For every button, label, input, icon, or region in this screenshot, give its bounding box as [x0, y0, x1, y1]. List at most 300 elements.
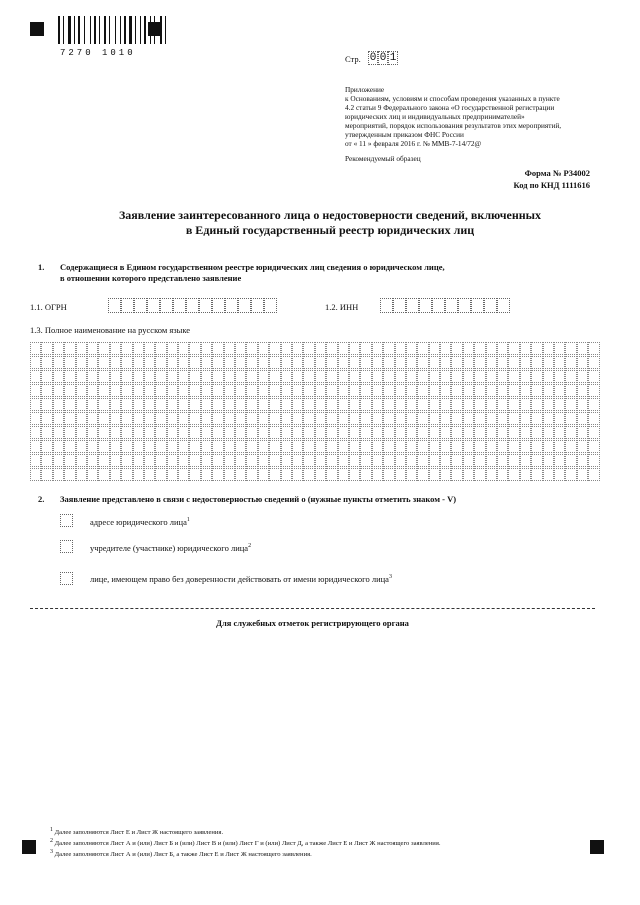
- fullname-cell[interactable]: [508, 370, 519, 383]
- fullname-cell[interactable]: [110, 454, 121, 467]
- fullname-cell[interactable]: [98, 454, 109, 467]
- fullname-cell[interactable]: [303, 468, 314, 481]
- fullname-cell[interactable]: [87, 426, 98, 439]
- fullname-cell[interactable]: [303, 398, 314, 411]
- fullname-cell[interactable]: [64, 468, 75, 481]
- fullname-cell[interactable]: [53, 370, 64, 383]
- fullname-cell[interactable]: [474, 342, 485, 355]
- fullname-cell[interactable]: [474, 468, 485, 481]
- fullname-cell[interactable]: [440, 398, 451, 411]
- fullname-cell[interactable]: [486, 398, 497, 411]
- fullname-cell[interactable]: [178, 342, 189, 355]
- fullname-cell[interactable]: [76, 412, 87, 425]
- fullname-cell[interactable]: [167, 384, 178, 397]
- fullname-cell[interactable]: [76, 356, 87, 369]
- fullname-cell[interactable]: [565, 468, 576, 481]
- fullname-cell[interactable]: [155, 370, 166, 383]
- fullname-cell[interactable]: [98, 356, 109, 369]
- fullname-cell[interactable]: [543, 356, 554, 369]
- fullname-cell[interactable]: [577, 398, 588, 411]
- fullname-cell[interactable]: [30, 440, 41, 453]
- fullname-cell[interactable]: [451, 426, 462, 439]
- fullname-cell[interactable]: [463, 440, 474, 453]
- fullname-cell[interactable]: [554, 342, 565, 355]
- fullname-cell[interactable]: [474, 426, 485, 439]
- fullname-cell[interactable]: [41, 384, 52, 397]
- fullname-cell[interactable]: [451, 398, 462, 411]
- fullname-cell[interactable]: [155, 412, 166, 425]
- fullname-cell[interactable]: [98, 412, 109, 425]
- fullname-cell[interactable]: [41, 440, 52, 453]
- fullname-cell[interactable]: [133, 412, 144, 425]
- fullname-cell[interactable]: [588, 342, 599, 355]
- fullname-cell[interactable]: [110, 426, 121, 439]
- fullname-cell[interactable]: [110, 342, 121, 355]
- fullname-cell[interactable]: [246, 398, 257, 411]
- fullname-cell[interactable]: [554, 440, 565, 453]
- fullname-cell[interactable]: [417, 468, 428, 481]
- fullname-cell[interactable]: [98, 384, 109, 397]
- fullname-cell[interactable]: [201, 412, 212, 425]
- fullname-cell[interactable]: [588, 398, 599, 411]
- fullname-cell[interactable]: [167, 356, 178, 369]
- fullname-cell[interactable]: [30, 384, 41, 397]
- fullname-cell[interactable]: [326, 468, 337, 481]
- fullname-cell[interactable]: [406, 426, 417, 439]
- ogrn-cell[interactable]: [108, 298, 121, 313]
- fullname-cell[interactable]: [53, 468, 64, 481]
- fullname-cell[interactable]: [383, 370, 394, 383]
- fullname-cell[interactable]: [486, 342, 497, 355]
- fullname-cell[interactable]: [258, 384, 269, 397]
- fullname-cell[interactable]: [281, 342, 292, 355]
- fullname-cell[interactable]: [565, 412, 576, 425]
- fullname-cell[interactable]: [41, 454, 52, 467]
- fullname-cell[interactable]: [144, 426, 155, 439]
- fullname-cell[interactable]: [531, 454, 542, 467]
- fullname-cell[interactable]: [429, 384, 440, 397]
- fullname-cell[interactable]: [292, 398, 303, 411]
- fullname-cell[interactable]: [486, 356, 497, 369]
- fullname-cell[interactable]: [189, 412, 200, 425]
- fullname-cell[interactable]: [326, 454, 337, 467]
- fullname-cell[interactable]: [224, 370, 235, 383]
- fullname-cell[interactable]: [520, 398, 531, 411]
- fullname-cell[interactable]: [520, 412, 531, 425]
- fullname-cell[interactable]: [303, 370, 314, 383]
- fullname-cell[interactable]: [224, 384, 235, 397]
- fullname-cell[interactable]: [588, 440, 599, 453]
- fullname-cell[interactable]: [133, 370, 144, 383]
- fullname-cell[interactable]: [543, 342, 554, 355]
- fullname-cell[interactable]: [486, 370, 497, 383]
- fullname-cell[interactable]: [64, 370, 75, 383]
- fullname-cell[interactable]: [30, 342, 41, 355]
- fullname-cell[interactable]: [554, 356, 565, 369]
- fullname-cell[interactable]: [395, 398, 406, 411]
- fullname-cell[interactable]: [406, 398, 417, 411]
- fullname-cell[interactable]: [258, 426, 269, 439]
- fullname-cell[interactable]: [41, 356, 52, 369]
- fullname-cell[interactable]: [326, 412, 337, 425]
- inn-cell[interactable]: [406, 298, 419, 313]
- ogrn-cell[interactable]: [186, 298, 199, 313]
- fullname-cell[interactable]: [30, 356, 41, 369]
- fullname-cell[interactable]: [235, 384, 246, 397]
- fullname-cell[interactable]: [486, 468, 497, 481]
- fullname-cell[interactable]: [497, 398, 508, 411]
- fullname-grid-row[interactable]: [30, 412, 600, 425]
- fullname-cell[interactable]: [543, 454, 554, 467]
- fullname-cell[interactable]: [303, 356, 314, 369]
- fullname-cell[interactable]: [269, 426, 280, 439]
- fullname-cell[interactable]: [246, 426, 257, 439]
- fullname-cell[interactable]: [474, 440, 485, 453]
- fullname-cell[interactable]: [30, 454, 41, 467]
- fullname-cell[interactable]: [383, 440, 394, 453]
- fullname-cell[interactable]: [212, 454, 223, 467]
- fullname-cell[interactable]: [212, 356, 223, 369]
- fullname-cell[interactable]: [406, 468, 417, 481]
- fullname-cell[interactable]: [155, 426, 166, 439]
- fullname-cell[interactable]: [463, 398, 474, 411]
- fullname-cell[interactable]: [246, 468, 257, 481]
- fullname-cell[interactable]: [98, 468, 109, 481]
- fullname-cell[interactable]: [565, 454, 576, 467]
- fullname-cell[interactable]: [87, 342, 98, 355]
- fullname-cell[interactable]: [30, 398, 41, 411]
- fullname-cell[interactable]: [383, 398, 394, 411]
- inn-cell[interactable]: [458, 298, 471, 313]
- fullname-cell[interactable]: [189, 454, 200, 467]
- fullname-cell[interactable]: [372, 468, 383, 481]
- fullname-cell[interactable]: [76, 398, 87, 411]
- fullname-cell[interactable]: [372, 398, 383, 411]
- fullname-cell[interactable]: [554, 412, 565, 425]
- fullname-cell[interactable]: [565, 342, 576, 355]
- fullname-cell[interactable]: [338, 370, 349, 383]
- fullname-cell[interactable]: [326, 426, 337, 439]
- fullname-cell[interactable]: [338, 342, 349, 355]
- fullname-cell[interactable]: [554, 384, 565, 397]
- fullname-cell[interactable]: [224, 440, 235, 453]
- fullname-grid-row[interactable]: [30, 454, 600, 467]
- fullname-cell[interactable]: [543, 384, 554, 397]
- fullname-cell[interactable]: [121, 370, 132, 383]
- fullname-cell[interactable]: [486, 384, 497, 397]
- fullname-cell[interactable]: [440, 426, 451, 439]
- fullname-cell[interactable]: [429, 370, 440, 383]
- fullname-cell[interactable]: [520, 342, 531, 355]
- fullname-cell[interactable]: [565, 440, 576, 453]
- inn-field[interactable]: [380, 298, 510, 313]
- fullname-cell[interactable]: [64, 384, 75, 397]
- fullname-cell[interactable]: [292, 426, 303, 439]
- fullname-cell[interactable]: [554, 468, 565, 481]
- fullname-cell[interactable]: [406, 356, 417, 369]
- ogrn-cell[interactable]: [147, 298, 160, 313]
- fullname-cell[interactable]: [474, 384, 485, 397]
- fullname-cell[interactable]: [201, 342, 212, 355]
- fullname-cell[interactable]: [383, 356, 394, 369]
- fullname-cell[interactable]: [531, 412, 542, 425]
- fullname-cell[interactable]: [349, 356, 360, 369]
- fullname-cell[interactable]: [395, 454, 406, 467]
- fullname-cell[interactable]: [53, 454, 64, 467]
- fullname-cell[interactable]: [212, 342, 223, 355]
- fullname-cell[interactable]: [178, 426, 189, 439]
- fullname-cell[interactable]: [155, 356, 166, 369]
- fullname-cell[interactable]: [87, 356, 98, 369]
- fullname-cell[interactable]: [303, 426, 314, 439]
- fullname-cell[interactable]: [292, 356, 303, 369]
- fullname-cell[interactable]: [463, 426, 474, 439]
- fullname-cell[interactable]: [201, 356, 212, 369]
- fullname-cell[interactable]: [30, 468, 41, 481]
- fullname-cell[interactable]: [543, 468, 554, 481]
- fullname-cell[interactable]: [281, 468, 292, 481]
- fullname-cell[interactable]: [406, 412, 417, 425]
- fullname-cell[interactable]: [258, 398, 269, 411]
- fullname-cell[interactable]: [76, 342, 87, 355]
- fullname-cell[interactable]: [235, 342, 246, 355]
- fullname-cell[interactable]: [144, 384, 155, 397]
- fullname-grid-row[interactable]: [30, 342, 600, 355]
- fullname-cell[interactable]: [474, 454, 485, 467]
- fullname-cell[interactable]: [87, 398, 98, 411]
- fullname-cell[interactable]: [588, 426, 599, 439]
- fullname-cell[interactable]: [41, 370, 52, 383]
- fullname-cell[interactable]: [440, 356, 451, 369]
- fullname-cell[interactable]: [258, 468, 269, 481]
- fullname-cell[interactable]: [372, 440, 383, 453]
- fullname-cell[interactable]: [554, 398, 565, 411]
- fullname-cell[interactable]: [315, 440, 326, 453]
- fullname-cell[interactable]: [121, 342, 132, 355]
- fullname-cell[interactable]: [497, 454, 508, 467]
- fullname-cell[interactable]: [349, 468, 360, 481]
- fullname-cell[interactable]: [292, 468, 303, 481]
- fullname-cell[interactable]: [98, 370, 109, 383]
- fullname-cell[interactable]: [360, 370, 371, 383]
- fullname-cell[interactable]: [41, 412, 52, 425]
- fullname-cell[interactable]: [133, 426, 144, 439]
- fullname-cell[interactable]: [315, 454, 326, 467]
- fullname-cell[interactable]: [178, 398, 189, 411]
- fullname-cell[interactable]: [269, 384, 280, 397]
- fullname-cell[interactable]: [338, 468, 349, 481]
- fullname-cell[interactable]: [167, 426, 178, 439]
- fullname-cell[interactable]: [315, 398, 326, 411]
- fullname-cell[interactable]: [440, 370, 451, 383]
- fullname-cell[interactable]: [201, 426, 212, 439]
- fullname-cell[interactable]: [463, 356, 474, 369]
- fullname-cell[interactable]: [440, 412, 451, 425]
- fullname-cell[interactable]: [326, 398, 337, 411]
- fullname-cell[interactable]: [463, 342, 474, 355]
- fullname-cell[interactable]: [201, 370, 212, 383]
- fullname-cell[interactable]: [110, 370, 121, 383]
- fullname-cell[interactable]: [281, 426, 292, 439]
- fullname-cell[interactable]: [53, 398, 64, 411]
- fullname-cell[interactable]: [577, 412, 588, 425]
- fullname-cell[interactable]: [87, 454, 98, 467]
- fullname-cell[interactable]: [76, 468, 87, 481]
- fullname-cell[interactable]: [178, 468, 189, 481]
- fullname-cell[interactable]: [212, 440, 223, 453]
- fullname-cell[interactable]: [235, 468, 246, 481]
- fullname-cell[interactable]: [417, 370, 428, 383]
- fullname-cell[interactable]: [440, 342, 451, 355]
- fullname-cell[interactable]: [577, 370, 588, 383]
- fullname-cell[interactable]: [235, 454, 246, 467]
- fullname-cell[interactable]: [212, 384, 223, 397]
- ogrn-cell[interactable]: [264, 298, 277, 313]
- fullname-cell[interactable]: [372, 454, 383, 467]
- fullname-cell[interactable]: [246, 384, 257, 397]
- fullname-cell[interactable]: [577, 384, 588, 397]
- fullname-cell[interactable]: [224, 356, 235, 369]
- fullname-cell[interactable]: [372, 384, 383, 397]
- fullname-cell[interactable]: [189, 398, 200, 411]
- fullname-cell[interactable]: [395, 370, 406, 383]
- fullname-cell[interactable]: [486, 440, 497, 453]
- inn-cell[interactable]: [393, 298, 406, 313]
- fullname-cell[interactable]: [577, 342, 588, 355]
- fullname-cell[interactable]: [531, 342, 542, 355]
- fullname-cell[interactable]: [338, 454, 349, 467]
- fullname-cell[interactable]: [303, 412, 314, 425]
- fullname-cell[interactable]: [577, 454, 588, 467]
- fullname-cell[interactable]: [53, 440, 64, 453]
- fullname-cell[interactable]: [144, 356, 155, 369]
- inn-cell[interactable]: [471, 298, 484, 313]
- fullname-cell[interactable]: [281, 384, 292, 397]
- fullname-cell[interactable]: [417, 454, 428, 467]
- fullname-cell[interactable]: [577, 356, 588, 369]
- fullname-cell[interactable]: [212, 412, 223, 425]
- fullname-cell[interactable]: [338, 426, 349, 439]
- fullname-cell[interactable]: [258, 440, 269, 453]
- fullname-cell[interactable]: [372, 426, 383, 439]
- fullname-cell[interactable]: [110, 440, 121, 453]
- fullname-cell[interactable]: [588, 384, 599, 397]
- fullname-cell[interactable]: [167, 342, 178, 355]
- fullname-cell[interactable]: [520, 468, 531, 481]
- fullname-grid-row[interactable]: [30, 370, 600, 383]
- fullname-cell[interactable]: [360, 440, 371, 453]
- fullname-cell[interactable]: [178, 440, 189, 453]
- fullname-cell[interactable]: [463, 412, 474, 425]
- fullname-cell[interactable]: [508, 398, 519, 411]
- fullname-cell[interactable]: [315, 342, 326, 355]
- fullname-cell[interactable]: [155, 468, 166, 481]
- fullname-cell[interactable]: [474, 356, 485, 369]
- fullname-cell[interactable]: [87, 440, 98, 453]
- fullname-cell[interactable]: [338, 384, 349, 397]
- fullname-grid-row[interactable]: [30, 468, 600, 481]
- fullname-cell[interactable]: [121, 384, 132, 397]
- ogrn-cell[interactable]: [212, 298, 225, 313]
- fullname-cell[interactable]: [30, 370, 41, 383]
- fullname-cell[interactable]: [41, 342, 52, 355]
- fullname-cell[interactable]: [269, 398, 280, 411]
- fullname-cell[interactable]: [201, 384, 212, 397]
- inn-cell[interactable]: [445, 298, 458, 313]
- fullname-cell[interactable]: [395, 384, 406, 397]
- fullname-cell[interactable]: [508, 468, 519, 481]
- ogrn-cell[interactable]: [199, 298, 212, 313]
- fullname-cell[interactable]: [508, 412, 519, 425]
- fullname-cell[interactable]: [133, 454, 144, 467]
- fullname-cell[interactable]: [212, 426, 223, 439]
- fullname-cell[interactable]: [76, 384, 87, 397]
- fullname-cell[interactable]: [417, 412, 428, 425]
- fullname-cell[interactable]: [281, 356, 292, 369]
- fullname-cell[interactable]: [395, 468, 406, 481]
- fullname-cell[interactable]: [497, 412, 508, 425]
- fullname-cell[interactable]: [98, 342, 109, 355]
- fullname-cell[interactable]: [451, 454, 462, 467]
- fullname-cell[interactable]: [64, 342, 75, 355]
- fullname-cell[interactable]: [429, 426, 440, 439]
- fullname-cell[interactable]: [292, 412, 303, 425]
- fullname-cell[interactable]: [53, 426, 64, 439]
- fullname-cell[interactable]: [167, 440, 178, 453]
- fullname-cell[interactable]: [41, 468, 52, 481]
- fullname-cell[interactable]: [110, 468, 121, 481]
- fullname-cell[interactable]: [246, 454, 257, 467]
- fullname-cell[interactable]: [360, 454, 371, 467]
- fullname-cell[interactable]: [451, 440, 462, 453]
- fullname-cell[interactable]: [121, 398, 132, 411]
- fullname-cell[interactable]: [451, 468, 462, 481]
- fullname-cell[interactable]: [429, 412, 440, 425]
- fullname-cell[interactable]: [577, 468, 588, 481]
- fullname-cell[interactable]: [486, 426, 497, 439]
- fullname-cell[interactable]: [372, 356, 383, 369]
- fullname-cell[interactable]: [326, 384, 337, 397]
- fullname-cell[interactable]: [315, 356, 326, 369]
- fullname-cell[interactable]: [121, 454, 132, 467]
- fullname-cell[interactable]: [497, 468, 508, 481]
- fullname-cell[interactable]: [224, 342, 235, 355]
- fullname-cell[interactable]: [497, 440, 508, 453]
- fullname-cell[interactable]: [417, 384, 428, 397]
- fullname-grid-row[interactable]: [30, 426, 600, 439]
- fullname-cell[interactable]: [189, 342, 200, 355]
- fullname-cell[interactable]: [144, 342, 155, 355]
- ogrn-cell[interactable]: [238, 298, 251, 313]
- fullname-cell[interactable]: [235, 412, 246, 425]
- fullname-cell[interactable]: [189, 468, 200, 481]
- fullname-cell[interactable]: [451, 342, 462, 355]
- fullname-cell[interactable]: [98, 398, 109, 411]
- fullname-cell[interactable]: [53, 384, 64, 397]
- fullname-cell[interactable]: [406, 384, 417, 397]
- fullname-cell[interactable]: [349, 454, 360, 467]
- fullname-cell[interactable]: [292, 454, 303, 467]
- fullname-cell[interactable]: [417, 398, 428, 411]
- fullname-cell[interactable]: [269, 468, 280, 481]
- fullname-cell[interactable]: [315, 468, 326, 481]
- fullname-cell[interactable]: [406, 342, 417, 355]
- fullname-cell[interactable]: [543, 398, 554, 411]
- option-address-checkbox[interactable]: [60, 514, 73, 527]
- fullname-cell[interactable]: [303, 342, 314, 355]
- fullname-cell[interactable]: [406, 440, 417, 453]
- fullname-cell[interactable]: [110, 398, 121, 411]
